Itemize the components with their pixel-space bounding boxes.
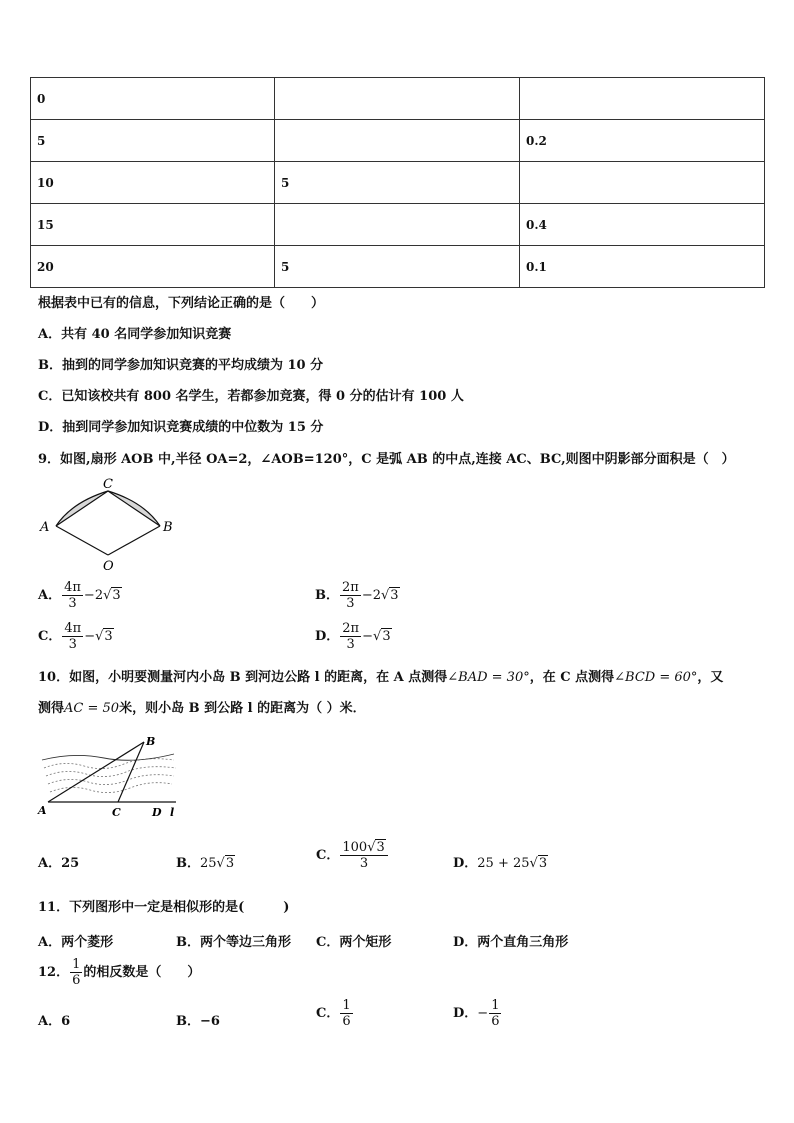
q10-line-2: 测得AC = 50米，则小岛 B 到公路 l 的距离为（ ）米． (38, 701, 366, 716)
table-cell: 5 (31, 120, 275, 162)
table-cell: 5 (275, 162, 520, 204)
table-cell: 5 (275, 246, 520, 288)
segment-cb (118, 742, 144, 802)
table-cell: 0 (31, 78, 275, 120)
q10-option-d: D．25 + 25√3 (453, 856, 548, 871)
angle-bcd: ∠BCD = 60° (614, 670, 698, 685)
table-cell (275, 120, 520, 162)
fraction: $\frac{2\pi}{3}$ (342, 580, 359, 611)
label-c: C (103, 478, 113, 492)
label-l: l (170, 806, 175, 819)
table-cell (520, 78, 765, 120)
q11-stem: 11．下列图形中一定是相似形的是( ) (38, 900, 290, 915)
segment-ac (56, 491, 108, 526)
segment-ao (56, 526, 108, 555)
segment-cb (108, 491, 160, 526)
fraction: $\frac{100√3}{3}$ (340, 840, 387, 871)
q10-option-c: C． $\frac{100√3}{3}$ (316, 840, 389, 871)
q9-stem: 9．如图,扇形 AOB 中,半径 OA=2，∠AOB=120°，C 是弧 AB 的中点,连接 AC、BC,则图中阴影部分面积是（ ） (38, 452, 735, 467)
table-row (31, 78, 765, 120)
option-letter: C． (38, 629, 62, 644)
river-figure (34, 730, 184, 822)
q10-line-1: 10．如图，小明要测量河内小岛 B 到河边公路 l 的距离，在 A 点测得∠BAD = 30°，在 C 点测得∠BCD = 60°，又 (38, 670, 724, 685)
q12-option-d: D．− $\frac{1}{6}$ (453, 998, 500, 1029)
q8-option-a: A．共有 40 名同学参加知识竞赛 (38, 327, 232, 342)
table-cell (275, 78, 520, 120)
q8-stem: 根据表中已有的信息，下列结论正确的是（ ） (38, 296, 325, 311)
fraction: $\frac{1}{6}$ (342, 998, 351, 1029)
sqrt: √3 (381, 588, 399, 603)
label-a: A (40, 520, 50, 535)
q12-stem: 12． $\frac{1}{6}$ 的相反数是（ ） (38, 957, 201, 988)
table-cell: 10 (31, 162, 275, 204)
table-cell: 20 (31, 246, 275, 288)
table-cell: 0.2 (520, 120, 765, 162)
label-o: O (103, 559, 114, 572)
q9-option-b: B． $\frac{2\pi}{3}$ −2√3 (315, 580, 399, 611)
sqrt: √3 (95, 629, 113, 644)
q8-option-c: C．已知该校共有 800 名学生，若都参加竞赛，得 0 分的估计有 100 人 (38, 389, 464, 404)
label-d: D (152, 806, 162, 819)
sqrt: √3 (216, 856, 235, 871)
q11-option-d: D．两个直角三角形 (453, 935, 569, 950)
fraction: $\frac{4\pi}{3}$ (64, 580, 81, 611)
table-cell (520, 162, 765, 204)
option-letter: B． (315, 588, 339, 603)
length-ac: AC = 50 (64, 701, 120, 716)
fraction: $\frac{1}{6}$ (72, 957, 81, 988)
river-bank (42, 754, 174, 760)
frequency-table (30, 77, 765, 288)
q12-option-a: A．6 (38, 1014, 71, 1029)
label-b: B (163, 520, 173, 535)
sqrt: √3 (373, 629, 391, 644)
q12-option-c: C． $\frac{1}{6}$ (316, 998, 351, 1029)
arc-ab (56, 491, 160, 526)
sqrt: √3 (103, 588, 121, 603)
fraction: $\frac{4\pi}{3}$ (64, 621, 82, 652)
table-row (31, 120, 765, 162)
q8-option-b: B．抽到的同学参加知识竞赛的平均成绩为 10 分 (38, 358, 324, 373)
q9-option-c: C． $\frac{4\pi}{3}$ −√3 (38, 621, 113, 652)
q9-option-a: A． $\frac{4\pi}{3}$ −2√3 (38, 580, 121, 611)
angle-bad: ∠BAD = 30° (447, 670, 530, 685)
label-c: C (112, 806, 121, 819)
table-cell: 15 (31, 204, 275, 246)
table-cell: 0.4 (520, 204, 765, 246)
q11-option-c: C．两个矩形 (316, 935, 392, 950)
segment-bo (108, 526, 160, 555)
label-b: B (146, 735, 156, 748)
table-row (31, 246, 765, 288)
fraction: $\frac{2\pi}{3}$ (342, 621, 360, 652)
sqrt: √3 (529, 856, 548, 871)
table-cell: 0.1 (520, 246, 765, 288)
table-row (31, 162, 765, 204)
table-cell (275, 204, 520, 246)
sector-figure (36, 478, 186, 572)
q11-option-b: B．两个等边三角形 (176, 935, 291, 950)
q11-option-a: A．两个菱形 (38, 935, 114, 950)
table-row (31, 204, 765, 246)
q8-option-d: D．抽到同学参加知识竞赛成绩的中位数为 15 分 (38, 420, 324, 435)
q12-option-b: B．−6 (176, 1014, 220, 1029)
q10-option-b: B．25√3 (176, 856, 235, 871)
option-letter: A． (38, 588, 62, 603)
q9-option-d: D． $\frac{2\pi}{3}$ −√3 (315, 621, 391, 652)
q10-option-a: A．25 (38, 856, 80, 871)
fraction: $\frac{1}{6}$ (491, 998, 500, 1029)
label-a: A (38, 804, 47, 817)
option-letter: D． (315, 629, 340, 644)
